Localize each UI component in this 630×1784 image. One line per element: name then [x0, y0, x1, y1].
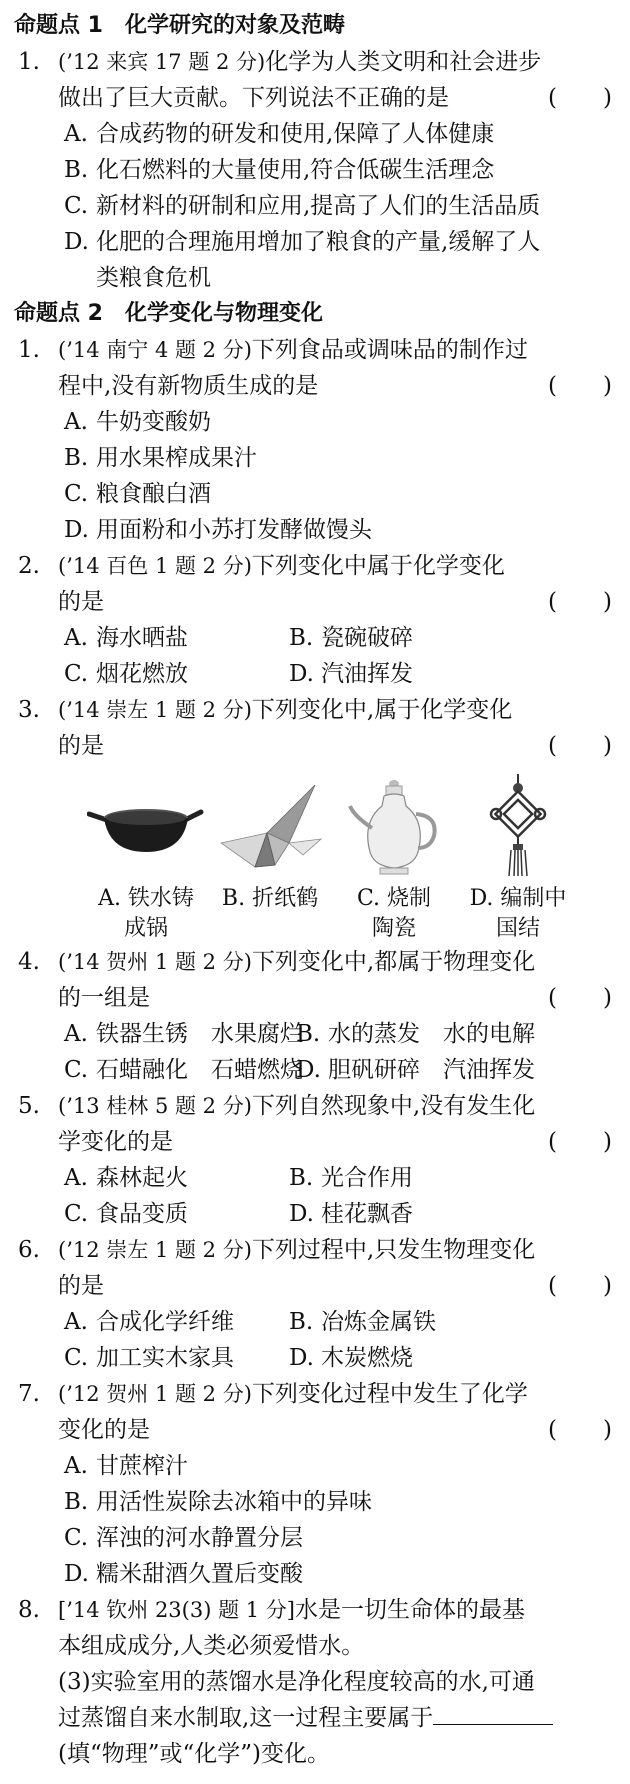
option-text: 瓷碗破碎 [321, 625, 413, 651]
option-text: 海水晒盐 [96, 625, 188, 651]
option-label: B. [289, 625, 314, 651]
section-label: 命题点 2 [14, 301, 103, 326]
question-stem: 程中,没有新物质生成的是 [58, 373, 319, 399]
option-text: 光合作用 [321, 1165, 413, 1191]
question-s2-8 [14, 1592, 616, 1772]
option-text: 新材料的研制和应用,提高了人们的生活品质 [96, 193, 541, 219]
option-label: A. [64, 1309, 88, 1335]
option-label: C. [64, 1201, 89, 1227]
sub-question: (填“物理”或“化学”)变化。 [58, 1741, 330, 1767]
question-stem: 下列变化中,属于化学变化 [251, 697, 513, 723]
answer-paren: ( ) [548, 85, 612, 111]
porcelain-teapot-image [332, 774, 456, 878]
question-source: (’12 来宾 17 题 2 分) [58, 50, 266, 74]
chinese-knot-image [456, 774, 580, 878]
question-stem: 化学为人类文明和社会进步 [265, 49, 542, 75]
option-text: 甘蔗榨汁 [96, 1453, 188, 1479]
option-row [14, 1340, 616, 1376]
question-number: 8. [18, 1597, 40, 1623]
question-number: 6. [18, 1237, 40, 1263]
option [14, 1448, 616, 1484]
option-label: D. [64, 517, 89, 543]
option-row [14, 1016, 616, 1052]
option-text: 桂花飘香 [321, 1201, 413, 1227]
answer-paren: ( ) [548, 1417, 612, 1443]
question-source: (’14 百色 1 题 2 分) [58, 554, 252, 578]
caption-line: 成锅 [123, 916, 168, 941]
option-label: A. [64, 625, 88, 651]
option-text: 铁器生锈 水果腐烂 [96, 1021, 303, 1047]
question-number: 1. [18, 337, 40, 363]
question-stem: 的是 [58, 1273, 104, 1299]
question-source: (’13 桂林 5 题 2 分) [58, 1094, 252, 1118]
option-row [14, 1160, 616, 1196]
question-number: 2. [18, 553, 40, 579]
option-text: 合成化学纤维 [96, 1309, 234, 1335]
option-text: 粮食酿白酒 [96, 481, 211, 507]
section-title: 化学研究的对象及范畴 [124, 13, 345, 38]
option-label: D. [289, 1345, 314, 1371]
caption-line: A. 铁水铸 [98, 886, 194, 911]
answer-paren: ( ) [548, 985, 612, 1011]
paper-crane-image [208, 774, 332, 878]
option [64, 1304, 289, 1340]
wok-image [84, 774, 208, 878]
option [14, 224, 616, 260]
option-text: 胆矾研碎 汽油挥发 [328, 1057, 535, 1083]
option-text: 木炭燃烧 [321, 1345, 413, 1371]
question-source: (’12 贺州 1 题 2 分) [58, 1382, 252, 1406]
option-text: 汽油挥发 [321, 661, 413, 687]
option [64, 620, 289, 656]
option-label: C. [64, 481, 89, 507]
option [289, 620, 514, 656]
option-continuation [14, 260, 616, 296]
option [14, 440, 616, 476]
option [289, 1340, 514, 1376]
section-title: 化学变化与物理变化 [124, 301, 323, 326]
option-label: A. [64, 1021, 88, 1047]
caption-line: C. 烧制 [356, 886, 432, 911]
option-label: A. [64, 1453, 88, 1479]
option [289, 1160, 514, 1196]
option-text: 浑浊的河水静置分层 [96, 1525, 303, 1551]
sub-question: (3)实验室用的蒸馏水是净化程度较高的水,可通 [58, 1669, 535, 1695]
option-text: 用面粉和小苏打发酵做馒头 [96, 517, 372, 543]
question-stem: 做出了巨大贡献。下列说法不正确的是 [58, 85, 449, 111]
question-stem: 本组成成分,人类必须爱惜水。 [58, 1633, 365, 1659]
option-label: D. [296, 1057, 321, 1083]
answer-paren: ( ) [548, 733, 612, 759]
option [14, 116, 616, 152]
option [64, 1016, 303, 1052]
question-s2-3 [14, 692, 616, 764]
question-source: (’14 崇左 1 题 2 分) [58, 698, 252, 722]
question-s2-5 [14, 1088, 616, 1160]
answer-paren: ( ) [548, 1129, 612, 1155]
question-s1-1 [14, 44, 616, 116]
option-text: 用水果榨成果汁 [96, 445, 257, 471]
option-label: C. [64, 193, 89, 219]
option-text: 石蜡融化 石蜡燃烧 [96, 1057, 303, 1083]
question-stem: 下列自然现象中,没有发生化 [251, 1093, 536, 1119]
option-label: D. [64, 229, 89, 255]
option-row [14, 620, 616, 656]
caption-line: 国结 [495, 916, 540, 941]
option-row [14, 656, 616, 692]
option-text: 化肥的合理施用增加了粮食的产量,缓解了人 [96, 229, 541, 255]
option-row [14, 1052, 616, 1088]
option-text: 牛奶变酸奶 [96, 409, 211, 435]
option [289, 1304, 514, 1340]
option-label: D. [289, 661, 314, 687]
caption [332, 884, 456, 944]
section-heading-1 [14, 8, 616, 44]
option [296, 1052, 535, 1088]
option-label: C. [64, 1057, 89, 1083]
question-source: (’14 贺州 1 题 2 分) [58, 950, 252, 974]
option-text: 食品变质 [96, 1201, 188, 1227]
option-text: 加工实木家具 [96, 1345, 234, 1371]
option [64, 1052, 303, 1088]
option-label: D. [64, 1561, 89, 1587]
question-stem: 的是 [58, 733, 104, 759]
question-s2-6 [14, 1232, 616, 1304]
option [14, 152, 616, 188]
option [14, 1484, 616, 1520]
option [64, 656, 289, 692]
option [14, 1556, 616, 1592]
option-text: 水的蒸发 水的电解 [328, 1021, 535, 1047]
caption-line: D. 编制中 [469, 886, 567, 911]
question-stem: 下列食品或调味品的制作过 [251, 337, 528, 363]
section-label: 命题点 1 [14, 13, 103, 38]
option-label: B. [64, 445, 89, 471]
option-text: 冶炼金属铁 [321, 1309, 436, 1335]
question-stem: 水是一切生命体的最基 [295, 1597, 525, 1623]
option-row [14, 1304, 616, 1340]
question-stem: 下列过程中,只发生物理变化 [251, 1237, 536, 1263]
question-number: 3. [18, 697, 40, 723]
section-heading-2 [14, 296, 616, 332]
option [296, 1016, 535, 1052]
question-s2-7 [14, 1376, 616, 1448]
option [64, 1340, 289, 1376]
option [64, 1160, 289, 1196]
image-captions [14, 884, 616, 944]
option [64, 1196, 289, 1232]
question-source: (’14 南宁 4 题 2 分) [58, 338, 252, 362]
option [14, 1520, 616, 1556]
option-label: A. [64, 409, 88, 435]
option-text: 化石燃料的大量使用,符合低碳生活理念 [96, 157, 495, 183]
question-s2-1 [14, 332, 616, 404]
option-label: C. [64, 661, 89, 687]
option [14, 188, 616, 224]
option-label: C. [64, 1525, 89, 1551]
question-source: (’12 崇左 1 题 2 分) [58, 1238, 252, 1262]
question-number: 4. [18, 949, 40, 975]
caption-line: 陶瓷 [371, 916, 416, 941]
question-source: [’14 钦州 23(3) 题 1 分] [58, 1598, 295, 1622]
option [289, 656, 514, 692]
option [14, 476, 616, 512]
question-number: 7. [18, 1381, 40, 1407]
sub-question: 过蒸馏自来水制取,这一过程主要属于 [58, 1705, 434, 1731]
answer-paren: ( ) [548, 373, 612, 399]
question-s2-2 [14, 548, 616, 620]
option [14, 404, 616, 440]
option-label: A. [64, 121, 88, 147]
question-stem: 学变化的是 [58, 1129, 173, 1155]
option-label: B. [296, 1021, 321, 1047]
question-stem: 变化的是 [58, 1417, 150, 1443]
question-stem: 下列变化过程中发生了化学 [251, 1381, 528, 1407]
question-number: 1. [18, 49, 40, 75]
option-text: 森林起火 [96, 1165, 188, 1191]
caption [84, 884, 208, 944]
option [14, 512, 616, 548]
option-label: B. [289, 1309, 314, 1335]
option-text: 烟花燃放 [96, 661, 188, 687]
caption-line: B. 折纸鹤 [221, 886, 319, 911]
option-text: 糯米甜酒久置后变酸 [96, 1561, 303, 1587]
question-stem: 的一组是 [58, 985, 150, 1011]
question-number: 5. [18, 1093, 40, 1119]
option-images [14, 774, 616, 878]
option [289, 1196, 514, 1232]
question-stem: 的是 [58, 589, 104, 615]
answer-blank[interactable] [433, 1700, 553, 1725]
option-row [14, 1196, 616, 1232]
option-label: B. [64, 157, 89, 183]
caption [456, 884, 580, 944]
question-stem: 下列变化中属于化学变化 [251, 553, 505, 579]
option-label: B. [64, 1489, 89, 1515]
option-label: B. [289, 1165, 314, 1191]
option-label: A. [64, 1165, 88, 1191]
answer-paren: ( ) [548, 1273, 612, 1299]
option-text: 合成药物的研发和使用,保障了人体健康 [96, 121, 495, 147]
caption [208, 884, 332, 944]
question-stem: 下列变化中,都属于物理变化 [251, 949, 536, 975]
option-text: 类粮食危机 [96, 265, 211, 291]
option-text: 用活性炭除去冰箱中的异味 [96, 1489, 372, 1515]
answer-paren: ( ) [548, 589, 612, 615]
option-label: C. [64, 1345, 89, 1371]
question-s2-4 [14, 944, 616, 1016]
option-label: D. [289, 1201, 314, 1227]
